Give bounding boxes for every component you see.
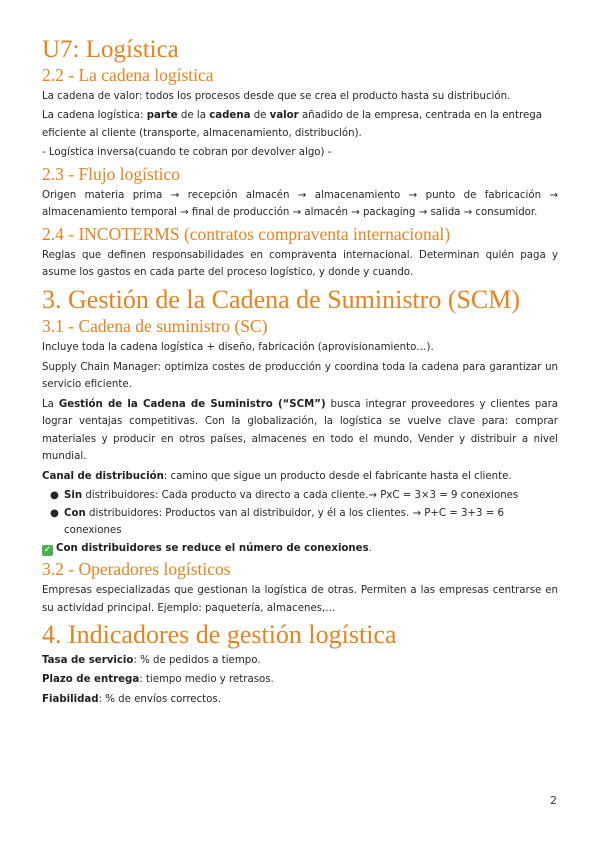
bullet-icon: ●	[50, 507, 59, 519]
page-number: 2	[550, 794, 557, 807]
paragraph: Supply Chain Manager: optimiza costes de producción y coordina toda la cadena para garantizar un servicio eficiente.	[42, 361, 558, 391]
section-2-2-heading: 2.2 - La cadena logística	[42, 64, 214, 85]
paragraph: Incluye toda la cadena logística + diseño, fabricación (aprovisionamiento…).	[42, 342, 434, 354]
bullet-list	[42, 487, 558, 540]
paragraph: La cadena logística: parte de la cadena de valor añadido de la empresa, centrada en la entrega eficiente al cliente (transporte, almacenamiento, distribución).	[42, 110, 542, 139]
section-4-heading: 4. Indicadores de gestión logística	[42, 620, 397, 650]
paragraph: La Gestión de la Cadena de Suministro (“SCM”) busca integrar proveedores y clientes para lograr ventajas competitivas. Con la globalización, la logística se vuelve clave para: comprar materiales y producir en otros países, almacenes en todo el mundo, Vender y distribuir a nivel mundial.	[42, 398, 558, 463]
paragraph: Empresas especializadas que gestionan la logística de otras. Permiten a las empresas centrarse en su actividad principal. Ejemplo: paquetería, almacenes,…	[42, 585, 558, 614]
section-3-heading: 3. Gestión de la Cadena de Suministro (SCM)	[42, 284, 521, 314]
paragraph: - Logística inversa(cuando te cobran por devolver algo) -	[42, 147, 332, 158]
paragraph: Canal de distribución: camino que sigue un producto desde el fabricante hasta el cliente.	[42, 470, 512, 482]
check-icon: ✓	[43, 544, 52, 555]
indicator-item: Tasa de servicio: % de pedidos a tiempo.	[42, 654, 261, 666]
list-item: ● Sin distribuidores: Cada producto va directo a cada cliente.→ PxC = 3×3 = 9 conexiones	[64, 487, 558, 505]
list-item: ● Con distribuidores: Productos van al distribuidor, y él a los clientes. → P+C = 3+3 = 6 conexiones	[64, 505, 558, 540]
page-title: U7: Logística	[42, 36, 179, 63]
indicator-item: Fiabilidad: % de envíos correctos.	[42, 693, 221, 705]
paragraph: Reglas que definen responsabilidades en compraventa internacional. Determinan quién paga y asume los gastos en cada parte del proceso logístico, y donde y cuando.	[42, 249, 558, 278]
section-3-1-heading: 3.1 - Cadena de suministro (SC)	[42, 316, 268, 337]
section-2-3-heading: 2.3 - Flujo logístico	[42, 163, 181, 184]
section-2-4-heading: 2.4 - INCOTERMS (contratos compraventa internacional)	[42, 223, 451, 244]
paragraph: Origen materia prima → recepción almacén → almacenamiento → punto de fabricación → almacenamiento temporal → final de producción → almacén → packaging → salida → consumidor.	[42, 189, 558, 218]
bullet-icon: ●	[50, 490, 59, 502]
paragraph: ✓ Con distribuidores se reduce el número de conexiones.	[43, 542, 372, 555]
document-page	[42, 30, 558, 710]
indicator-item: Plazo de entrega: tiempo medio y retrasos.	[42, 674, 274, 686]
paragraph: La cadena de valor: todos los procesos desde que se crea el producto hasta su distribución.	[42, 90, 511, 102]
section-3-2-heading: 3.2 - Operadores logísticos	[42, 559, 231, 580]
